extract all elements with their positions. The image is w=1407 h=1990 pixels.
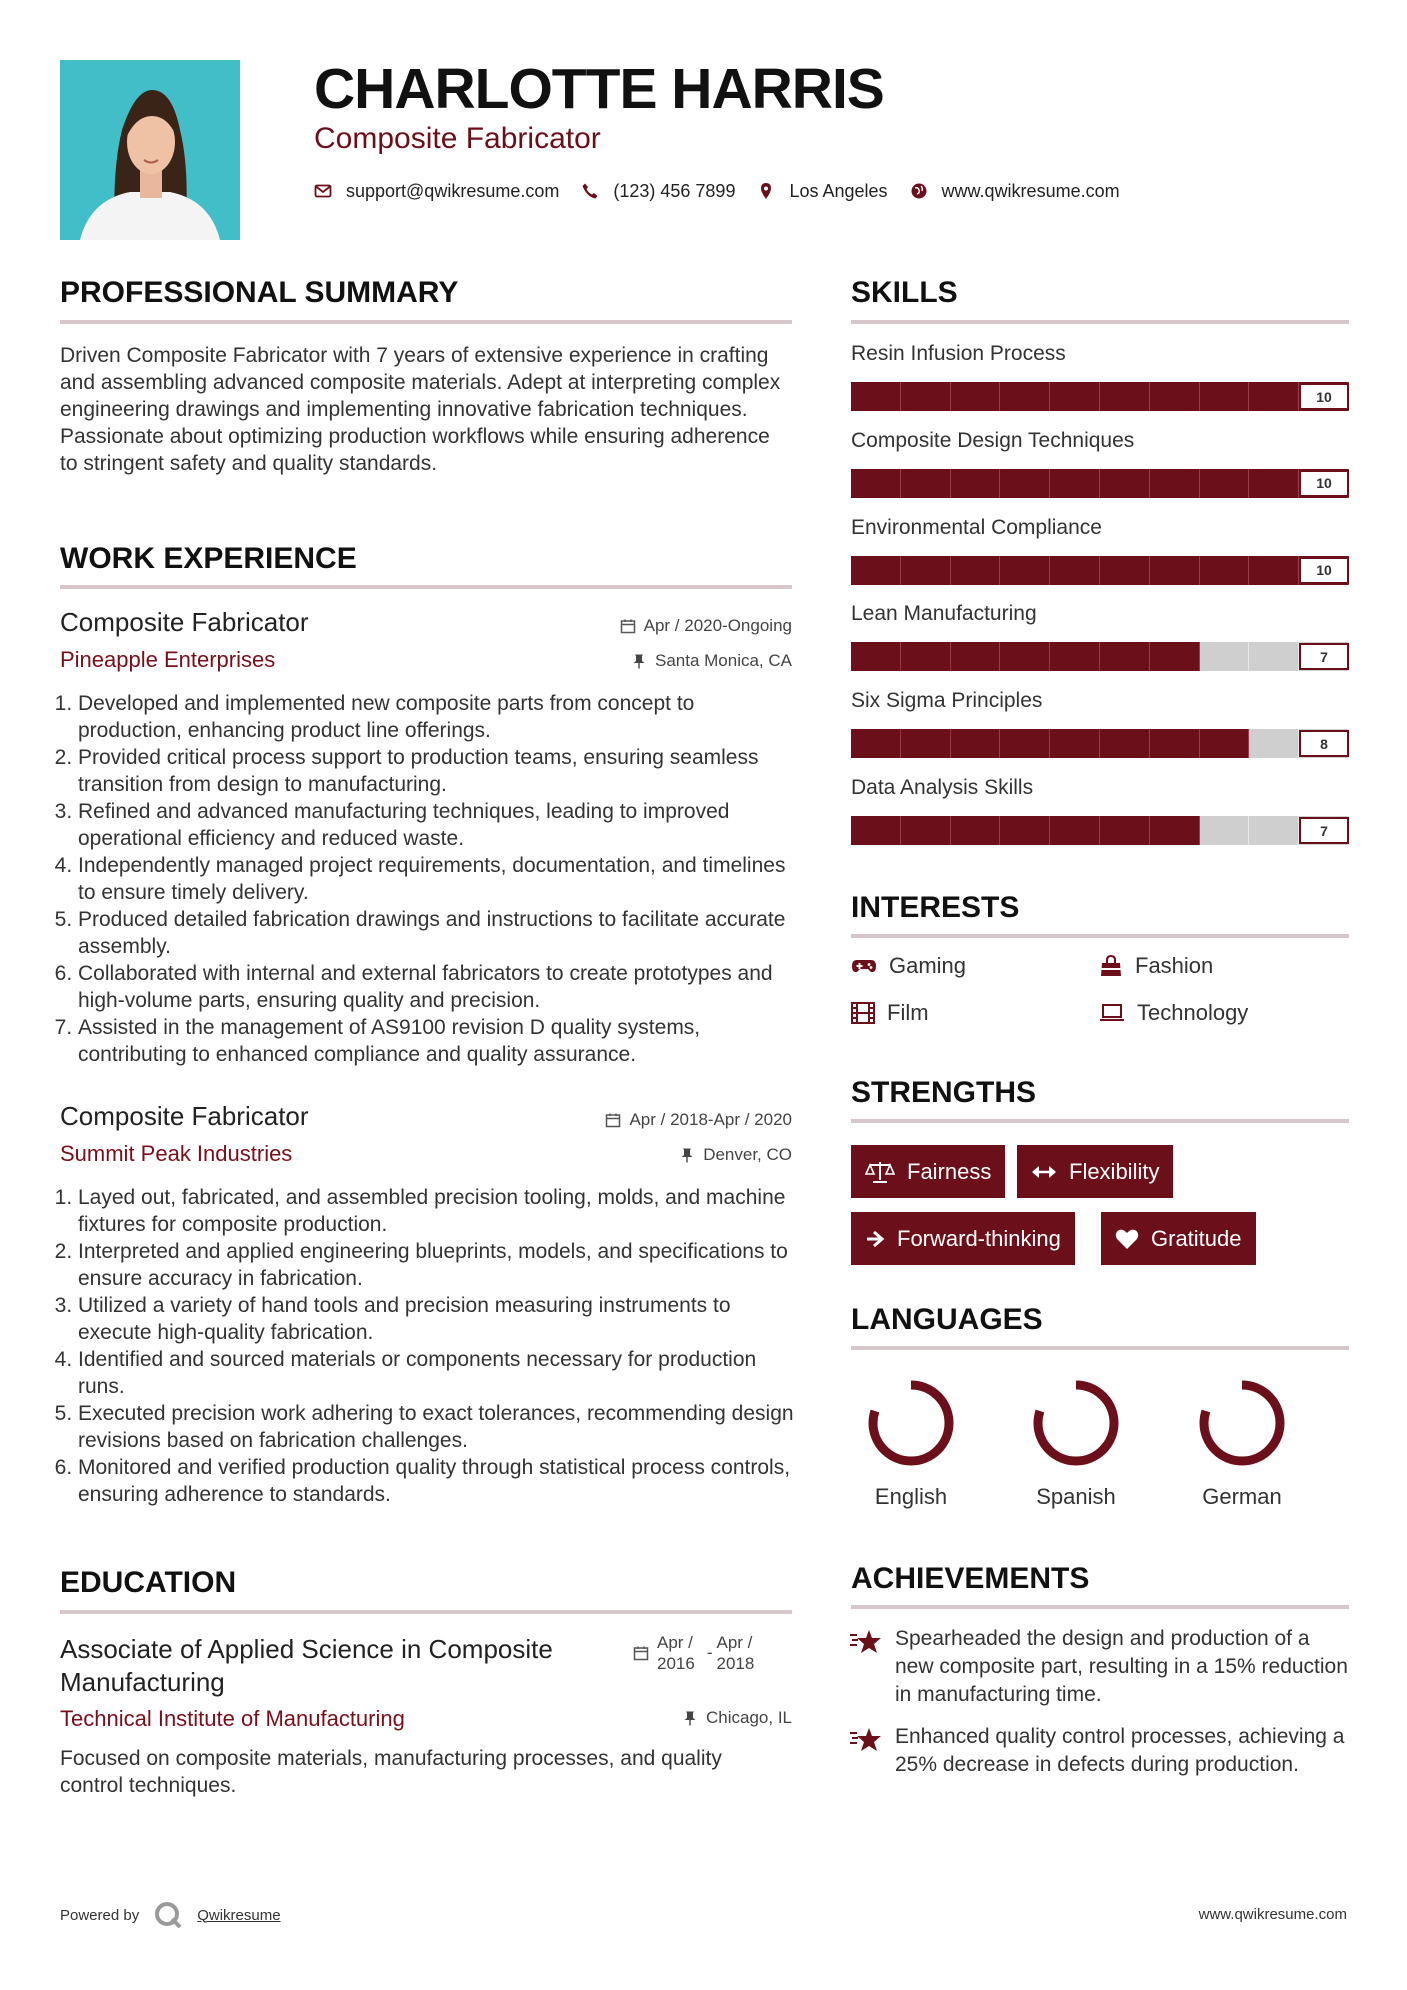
job-bullet: 3. Refined and advanced manufacturing techniques, leading to improved operational efficiency and reduced waste. (78, 798, 800, 852)
skill-name: Six Sigma Principles (851, 689, 1043, 713)
job-company: Pineapple Enterprises (60, 647, 276, 672)
skill-bar-segment (1150, 382, 1200, 411)
skill-bar-segment (851, 382, 901, 411)
education-dates (633, 1632, 754, 1674)
job-bullet: 1. Layed out, fabricated, and assembled precision tooling, molds, and machine fixtures for composite production. (78, 1184, 800, 1238)
summary-text: Driven Composite Fabricator with 7 years of extensive experience in crafting and assembling advanced composite materials. Adept at interpreting complex engineering drawings and implementing innovative fabrication techniques. Passionate about optimizing production workflows while ensuring adherence to stringent safety and quality standards. (60, 344, 781, 475)
strength-badge-gratitude (1101, 1212, 1256, 1265)
job-bullet: 6. Collaborated with internal and external fabricators to create prototypes and high-volume parts, ensuring quality and precision. (78, 960, 800, 1014)
education-end-month: Apr / (716, 1633, 753, 1652)
phone-text: (123) 456 7899 (613, 180, 736, 201)
job-bullets (60, 1184, 800, 1508)
shopping-bag-icon (1099, 954, 1123, 978)
skill-bar-segment (1100, 642, 1150, 671)
skill-bar-segment (851, 729, 901, 758)
skill-bar-segment (951, 816, 1001, 845)
skill-bar-segment (1249, 469, 1299, 498)
skill-bar-segment (1200, 816, 1250, 845)
location-text: Los Angeles (789, 180, 888, 201)
skill-score: 10 (1299, 383, 1349, 410)
skill-bar-segment (1000, 556, 1050, 585)
calendar-icon (605, 1112, 621, 1128)
portrait-illustration (60, 60, 240, 240)
language-item (1011, 1373, 1141, 1510)
date-separator: - (706, 1643, 713, 1662)
achievement-text: Enhanced quality control processes, achieving a 25% decrease in defects during production. (895, 1725, 1345, 1776)
calendar-icon (620, 618, 636, 634)
skill-bar-segment (1150, 469, 1200, 498)
skill-bar-segment (1100, 729, 1150, 758)
map-pin-icon (757, 182, 775, 200)
calendar-icon (633, 1645, 649, 1661)
education-start (657, 1632, 695, 1674)
strength-badge-forward-thinking (851, 1212, 1075, 1265)
interest-label: Fashion (1135, 953, 1214, 978)
skill-bar-segment (951, 382, 1001, 411)
job-bullet: 2. Interpreted and applied engineering blueprints, models, and specifications to ensure accuracy in fabrication. (78, 1238, 800, 1292)
skill-bar-segment (1249, 556, 1299, 585)
contact-location (757, 181, 887, 202)
interest-label: Gaming (889, 953, 967, 978)
skill-bar-segment (1050, 729, 1100, 758)
job-bullet: 2. Provided critical process support to production teams, ensuring seamless transition from design to manufacturing. (78, 744, 800, 798)
language-progress-arc (873, 1385, 949, 1461)
skill-bar (851, 382, 1349, 411)
language-progress-ring (1026, 1373, 1126, 1473)
skill-bar-segment (951, 556, 1001, 585)
job-location-text: Denver, CO (703, 1145, 792, 1164)
interest-label: Film (887, 1000, 929, 1025)
job-company: Summit Peak Industries (60, 1141, 293, 1166)
education-location-text: Chicago, IL (706, 1708, 792, 1727)
skill-name: Lean Manufacturing (851, 602, 1037, 626)
job-bullet: 7. Assisted in the management of AS9100 revision D quality systems, contributing to enhanced compliance and quality assurance. (78, 1014, 800, 1068)
skills-heading: SKILLS (851, 276, 958, 309)
skill-score: 7 (1299, 817, 1349, 844)
skill-bar-segment (901, 382, 951, 411)
languages-heading: LANGUAGES (851, 1303, 1043, 1336)
language-progress-ring (861, 1373, 961, 1473)
skill-bar-segment (851, 556, 901, 585)
website-text: www.qwikresume.com (941, 180, 1120, 201)
language-label: Spanish (1036, 1484, 1116, 1509)
school-name: Technical Institute of Manufacturing (60, 1706, 405, 1731)
job-title: Composite Fabricator (60, 1101, 309, 1131)
strengths-heading: STRENGTHS (851, 1076, 1037, 1109)
skill-bar-segment (1150, 729, 1200, 758)
film-icon (851, 1002, 875, 1024)
job-bullet: 5. Produced detailed fabrication drawings and instructions to facilitate accurate assembly. (78, 906, 800, 960)
skill-bar-segment (1249, 816, 1299, 845)
strength-badge-flexibility (1017, 1145, 1173, 1198)
education-end-year: 2018 (716, 1654, 755, 1673)
skill-bar-segment (1050, 816, 1100, 845)
education-start-month: Apr / (657, 1633, 693, 1652)
degree-line-1: Associate of Applied Science in Composite (60, 1634, 553, 1664)
balance-scale-icon (865, 1160, 895, 1184)
job-bullet: 3. Utilized a variety of hand tools and precision measuring instruments to execute high-quality fabrication. (78, 1292, 800, 1346)
achievement-text: Spearheaded the design and production of a new composite part, resulting in a 15% reduction in manufacturing time. (895, 1627, 1348, 1706)
strengths-rule (851, 1119, 1349, 1123)
experience-heading: WORK EXPERIENCE (60, 542, 357, 575)
footer-branding (60, 1900, 281, 1930)
gamepad-icon (851, 956, 877, 976)
skill-bar-segment (1100, 382, 1150, 411)
job-dates-text: Apr / 2018-Apr / 2020 (629, 1110, 792, 1129)
skill-bar-segment (1000, 642, 1050, 671)
skill-bar-segment (1100, 816, 1150, 845)
job-dates (480, 1110, 792, 1130)
achievement-item (849, 1625, 1349, 1709)
skill-bar-segment (951, 642, 1001, 671)
candidate-title: Composite Fabricator (314, 122, 601, 155)
skill-score: 8 (1299, 730, 1349, 757)
education-location (480, 1708, 792, 1728)
skill-bar (851, 729, 1349, 758)
experience-rule (60, 585, 792, 589)
interests-rule (851, 934, 1349, 938)
skill-bar-segment (1150, 642, 1200, 671)
skill-bar-segment (1050, 556, 1100, 585)
languages-rule (851, 1346, 1349, 1350)
skill-bar (851, 469, 1349, 498)
skill-bar-segment (1249, 382, 1299, 411)
profile-photo (60, 60, 240, 240)
skill-bar-segment (901, 642, 951, 671)
skill-score: 10 (1299, 470, 1349, 497)
summary-heading: PROFESSIONAL SUMMARY (60, 276, 459, 309)
skill-bar-segment (1200, 382, 1250, 411)
contact-phone[interactable] (581, 181, 735, 202)
footer-url[interactable]: www.qwikresume.com (1198, 1906, 1347, 1923)
interest-item-gaming (851, 953, 966, 979)
skill-bar-segment (1050, 469, 1100, 498)
contact-bar (314, 176, 1142, 206)
skill-bar-segment (901, 556, 951, 585)
skill-bar (851, 556, 1349, 585)
strength-label: Fairness (907, 1158, 992, 1184)
globe-icon (910, 182, 928, 200)
interest-item-film (851, 1000, 929, 1026)
skill-bar (851, 816, 1349, 845)
skill-bar-segment (1050, 382, 1100, 411)
star-trophy-icon (849, 1725, 883, 1755)
skill-bar-segment (851, 469, 901, 498)
job-dates-text: Apr / 2020-Ongoing (643, 616, 792, 635)
skill-bar-segment (901, 729, 951, 758)
skill-name: Environmental Compliance (851, 515, 1102, 539)
education-heading: EDUCATION (60, 1566, 237, 1599)
job-title: Composite Fabricator (60, 607, 309, 637)
interest-item-technology (1099, 1000, 1248, 1026)
candidate-name: CHARLOTTE HARRIS (314, 57, 884, 121)
strength-label: Forward-thinking (897, 1225, 1061, 1251)
email-text: support@qwikresume.com (346, 180, 560, 201)
language-item (1177, 1373, 1307, 1510)
job-bullet: 1. Developed and implemented new composite parts from concept to production, enhancing product line offerings. (78, 690, 800, 744)
skills-rule (851, 320, 1349, 324)
language-progress-arc (1038, 1385, 1114, 1461)
skill-bar-segment (1000, 469, 1050, 498)
education-rule (60, 1610, 792, 1614)
job-bullet: 4. Identified and sourced materials or components necessary for production runs. (78, 1346, 800, 1400)
job-bullet: 4. Independently managed project requirements, documentation, and timelines to ensure timely delivery. (78, 852, 800, 906)
interests-heading: INTERESTS (851, 891, 1020, 924)
skill-name: Resin Infusion Process (851, 342, 1066, 365)
education-end (717, 1632, 755, 1674)
job-location (480, 651, 792, 671)
heart-icon (1115, 1228, 1139, 1250)
skill-bar-segment (851, 642, 901, 671)
summary-rule (60, 320, 792, 324)
phone-icon (581, 182, 599, 200)
pushpin-icon (679, 1147, 695, 1163)
arrows-horizontal-icon (1031, 1164, 1057, 1180)
skill-name: Composite Design Techniques (851, 428, 1135, 452)
language-label: English (874, 1484, 948, 1509)
skill-score: 10 (1299, 557, 1349, 584)
strength-badge-fairness (851, 1145, 1005, 1198)
skill-bar-segment (1200, 556, 1250, 585)
education-start-year: 2016 (657, 1654, 695, 1673)
job-bullet: 6. Monitored and verified production quality through statistical process controls, ensuring adherence to standards. (78, 1454, 800, 1508)
contact-website[interactable] (910, 181, 1120, 202)
skill-bar-segment (1200, 642, 1250, 671)
skill-bar-segment (1249, 642, 1299, 671)
powered-by-text: Powered by (60, 1906, 140, 1924)
achievements-heading: ACHIEVEMENTS (851, 1562, 1090, 1595)
skill-bar-segment (1100, 556, 1150, 585)
arrow-right-icon (865, 1229, 885, 1249)
job-bullets (60, 690, 800, 1068)
skill-score: 7 (1299, 643, 1349, 670)
language-label: German (1202, 1484, 1282, 1509)
envelope-icon (314, 182, 332, 200)
skill-bar-segment (1200, 469, 1250, 498)
strength-label: Flexibility (1069, 1158, 1160, 1184)
skill-bar-segment (1200, 729, 1250, 758)
job-location (480, 1145, 792, 1165)
skill-bar (851, 642, 1349, 671)
skill-bar-segment (951, 469, 1001, 498)
skill-bar-segment (1100, 469, 1150, 498)
skill-name: Data Analysis Skills (851, 776, 1034, 799)
pushpin-icon (682, 1710, 698, 1726)
language-item (846, 1373, 976, 1510)
language-progress-arc (1204, 1385, 1280, 1461)
job-location-text: Santa Monica, CA (654, 651, 792, 670)
qwikresume-logo-icon (153, 1900, 183, 1930)
brand-link[interactable]: Qwikresume (197, 1906, 281, 1924)
interest-label: Technology (1137, 1000, 1249, 1025)
skill-bar-segment (1150, 816, 1200, 845)
skill-bar-segment (1000, 816, 1050, 845)
skill-bar-segment (1249, 729, 1299, 758)
achievement-item (849, 1723, 1349, 1779)
star-trophy-icon (849, 1627, 883, 1657)
strength-label: Gratitude (1151, 1225, 1242, 1251)
skill-bar-segment (901, 816, 951, 845)
education-description: Focused on composite materials, manufacturing processes, and quality control techniques. (60, 1747, 722, 1797)
skill-bar-segment (901, 469, 951, 498)
laptop-icon (1099, 1003, 1125, 1023)
skill-bar-segment (1000, 382, 1050, 411)
job-dates (480, 616, 792, 636)
degree-title (60, 1633, 553, 1699)
pushpin-icon (631, 653, 647, 669)
contact-email[interactable] (314, 181, 559, 202)
job-bullet: 5. Executed precision work adhering to exact tolerances, recommending design revisions based on fabrication challenges. (78, 1400, 800, 1454)
degree-line-2: Manufacturing (60, 1667, 225, 1697)
interest-item-fashion (1099, 953, 1213, 979)
skill-bar-segment (1150, 556, 1200, 585)
language-progress-ring (1192, 1373, 1292, 1473)
skill-bar-segment (1050, 642, 1100, 671)
skill-bar-segment (951, 729, 1001, 758)
achievements-rule (851, 1605, 1349, 1609)
skill-bar-segment (851, 816, 901, 845)
skill-bar-segment (1000, 729, 1050, 758)
